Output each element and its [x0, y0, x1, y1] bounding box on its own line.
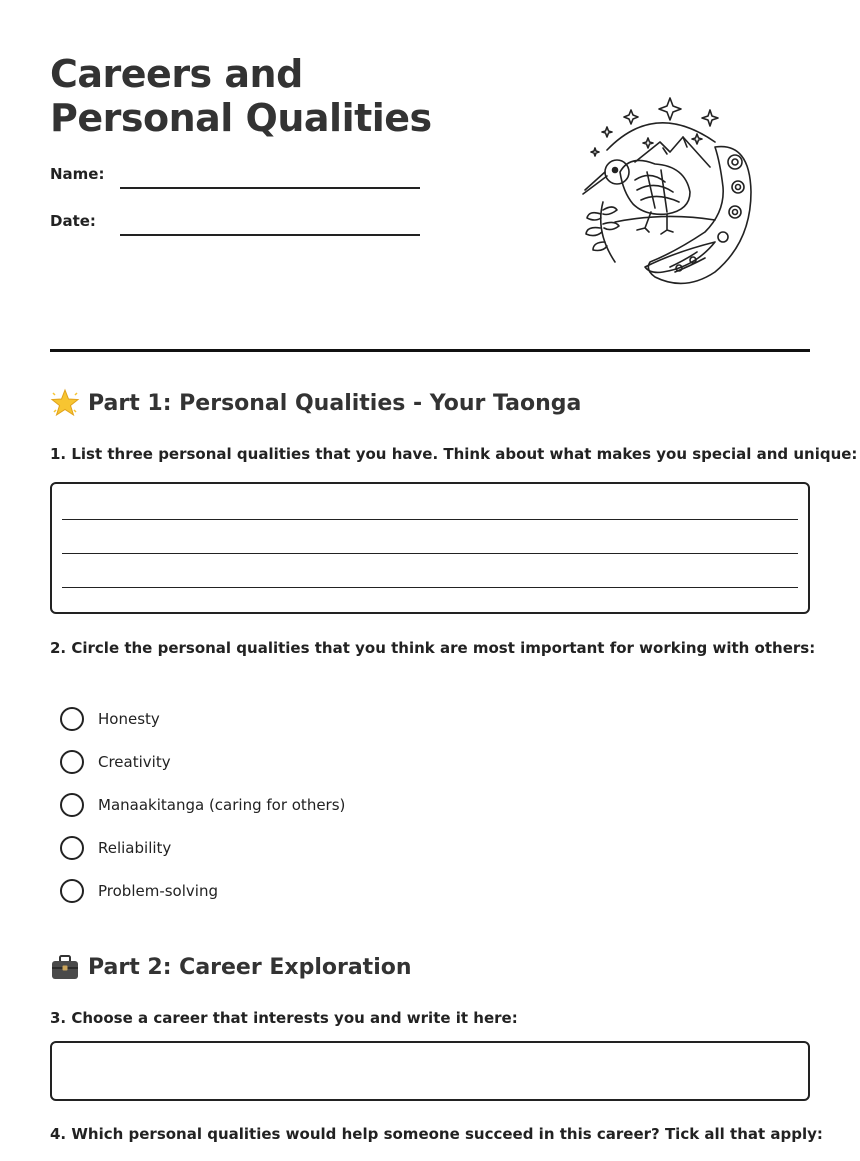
- qualities-answer-box[interactable]: [50, 482, 810, 614]
- option-manaakitanga[interactable]: [60, 783, 345, 826]
- option-problem-solving[interactable]: [60, 869, 345, 912]
- writing-line: [62, 519, 798, 520]
- name-label: Name:: [50, 165, 105, 183]
- option-reliability[interactable]: [60, 826, 345, 869]
- name-field[interactable]: [120, 187, 420, 189]
- date-label: Date:: [50, 212, 96, 230]
- date-field[interactable]: [120, 234, 420, 236]
- star-icon: [50, 388, 80, 418]
- part1-heading-text: Part 1: Personal Qualities - Your Taonga: [88, 390, 582, 416]
- briefcase-icon: [50, 952, 80, 982]
- option-label: Reliability: [98, 838, 172, 857]
- part2-heading: [50, 952, 412, 982]
- question-1: 1. List three personal qualities that you have. Think about what makes you special and unique:: [50, 445, 858, 463]
- writing-line: [62, 553, 798, 554]
- circle-option-icon[interactable]: [60, 879, 84, 903]
- career-answer-box[interactable]: [50, 1041, 810, 1101]
- option-label: Creativity: [98, 752, 171, 771]
- option-label: Problem-solving: [98, 881, 218, 900]
- part1-heading: [50, 388, 581, 418]
- circle-option-icon[interactable]: [60, 793, 84, 817]
- circle-option-icon[interactable]: [60, 836, 84, 860]
- circle-option-icon[interactable]: [60, 750, 84, 774]
- kiwi-bird-illustration-icon: [575, 92, 760, 292]
- qualities-options-list: [60, 697, 345, 912]
- question-3: 3. Choose a career that interests you and write it here:: [50, 1009, 518, 1027]
- question-4: 4. Which personal qualities would help someone succeed in this career? Tick all that apply:: [50, 1125, 823, 1143]
- option-label: Manaakitanga (caring for others): [98, 795, 346, 814]
- section-divider: [50, 349, 810, 352]
- part2-heading-text: Part 2: Career Exploration: [88, 954, 412, 980]
- option-label: Honesty: [98, 709, 160, 728]
- page-title: Careers and Personal Qualities: [50, 52, 432, 140]
- option-creativity[interactable]: [60, 740, 345, 783]
- circle-option-icon[interactable]: [60, 707, 84, 731]
- question-2: 2. Circle the personal qualities that you think are most important for working with others:: [50, 639, 816, 657]
- writing-line: [62, 587, 798, 588]
- option-honesty[interactable]: [60, 697, 345, 740]
